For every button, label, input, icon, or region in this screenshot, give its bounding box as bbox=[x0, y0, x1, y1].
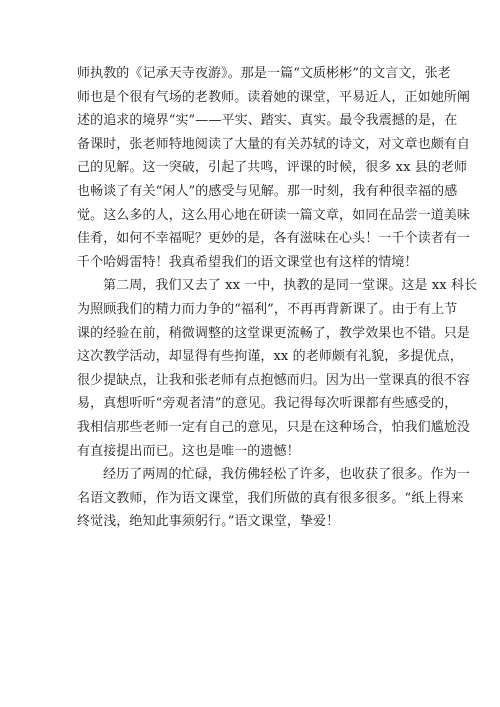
text-line: 佳肴，如何不幸福呢？更妙的是，各有滋味在心头！一千个读者有一 bbox=[77, 231, 471, 247]
text-line: 为照顾我们的精力而力争的“福利”，不再再背新课了。由于有上节 bbox=[77, 301, 458, 317]
text-line: 觉。这么多的人，这么用心地在研读一篇文章，如同在品尝一道美味 bbox=[77, 207, 471, 223]
text-line: 易，真想听听“旁观者清”的意见。我记得每次听课都有些感受的， bbox=[77, 396, 458, 412]
text-line: 师也是个很有气场的老教师。读着她的课堂，平易近人，正如她所阐 bbox=[77, 89, 471, 105]
text-line: 第二周，我们又去了 xx 一中，执教的是同一堂课。这是 xx 科长 bbox=[103, 278, 478, 294]
text-line: 课的经验在前，稍微调整的这堂课更流畅了，教学效果也不错。只是 bbox=[77, 325, 471, 341]
text-line: 我相信那些老师一定有自己的意见，只是在这种场合，怕我们尴尬没 bbox=[77, 419, 471, 435]
text-line: 终觉浅，绝知此事须躬行。”语文课堂，挚爱！ bbox=[77, 514, 340, 530]
text-line: 备课时，张老师特地阅读了大量的有关苏轼的诗文，对文章也颇有自 bbox=[77, 136, 471, 152]
paragraph-3 bbox=[77, 463, 470, 534]
text-line: 师执教的《记承天寺夜游》。那是一篇“文质彬彬”的文言文，张老 bbox=[77, 66, 451, 81]
text-line: 述的追求的境界“实”——平实、踏实、真实。最令我震撼的是，在 bbox=[77, 113, 458, 129]
text-line: 名语文教师，作为语文课堂，我们所做的真有很多很多。“纸上得来 bbox=[77, 490, 464, 506]
paragraph-1 bbox=[77, 62, 471, 274]
text-line: 经历了两周的忙碌，我仿佛轻松了许多，也收获了很多。作为一 bbox=[103, 467, 470, 483]
text-line: 这次教学活动，却显得有些拘谨，xx 的老师颇有礼貌，多提优点， bbox=[77, 349, 463, 365]
text-line: 有直接提出而已。这也是唯一的遗憾！ bbox=[77, 443, 300, 459]
text-line: 很少提缺点，让我和张老师有点抱憾而归。因为出一堂课真的很不容 bbox=[77, 372, 471, 388]
document-body bbox=[77, 62, 478, 534]
text-line: 千个哈姆雷特！我真希望我们的语文课堂也有这样的情境！ bbox=[77, 254, 418, 270]
text-line: 也畅谈了有关“闲人”的感受与见解。那一时刻，我有种很幸福的感 bbox=[77, 183, 458, 199]
text-line: 己的见解。这一突破，引起了共鸣，评课的时候，很多 xx 县的老师 bbox=[77, 160, 468, 176]
paragraph-2 bbox=[77, 274, 478, 463]
